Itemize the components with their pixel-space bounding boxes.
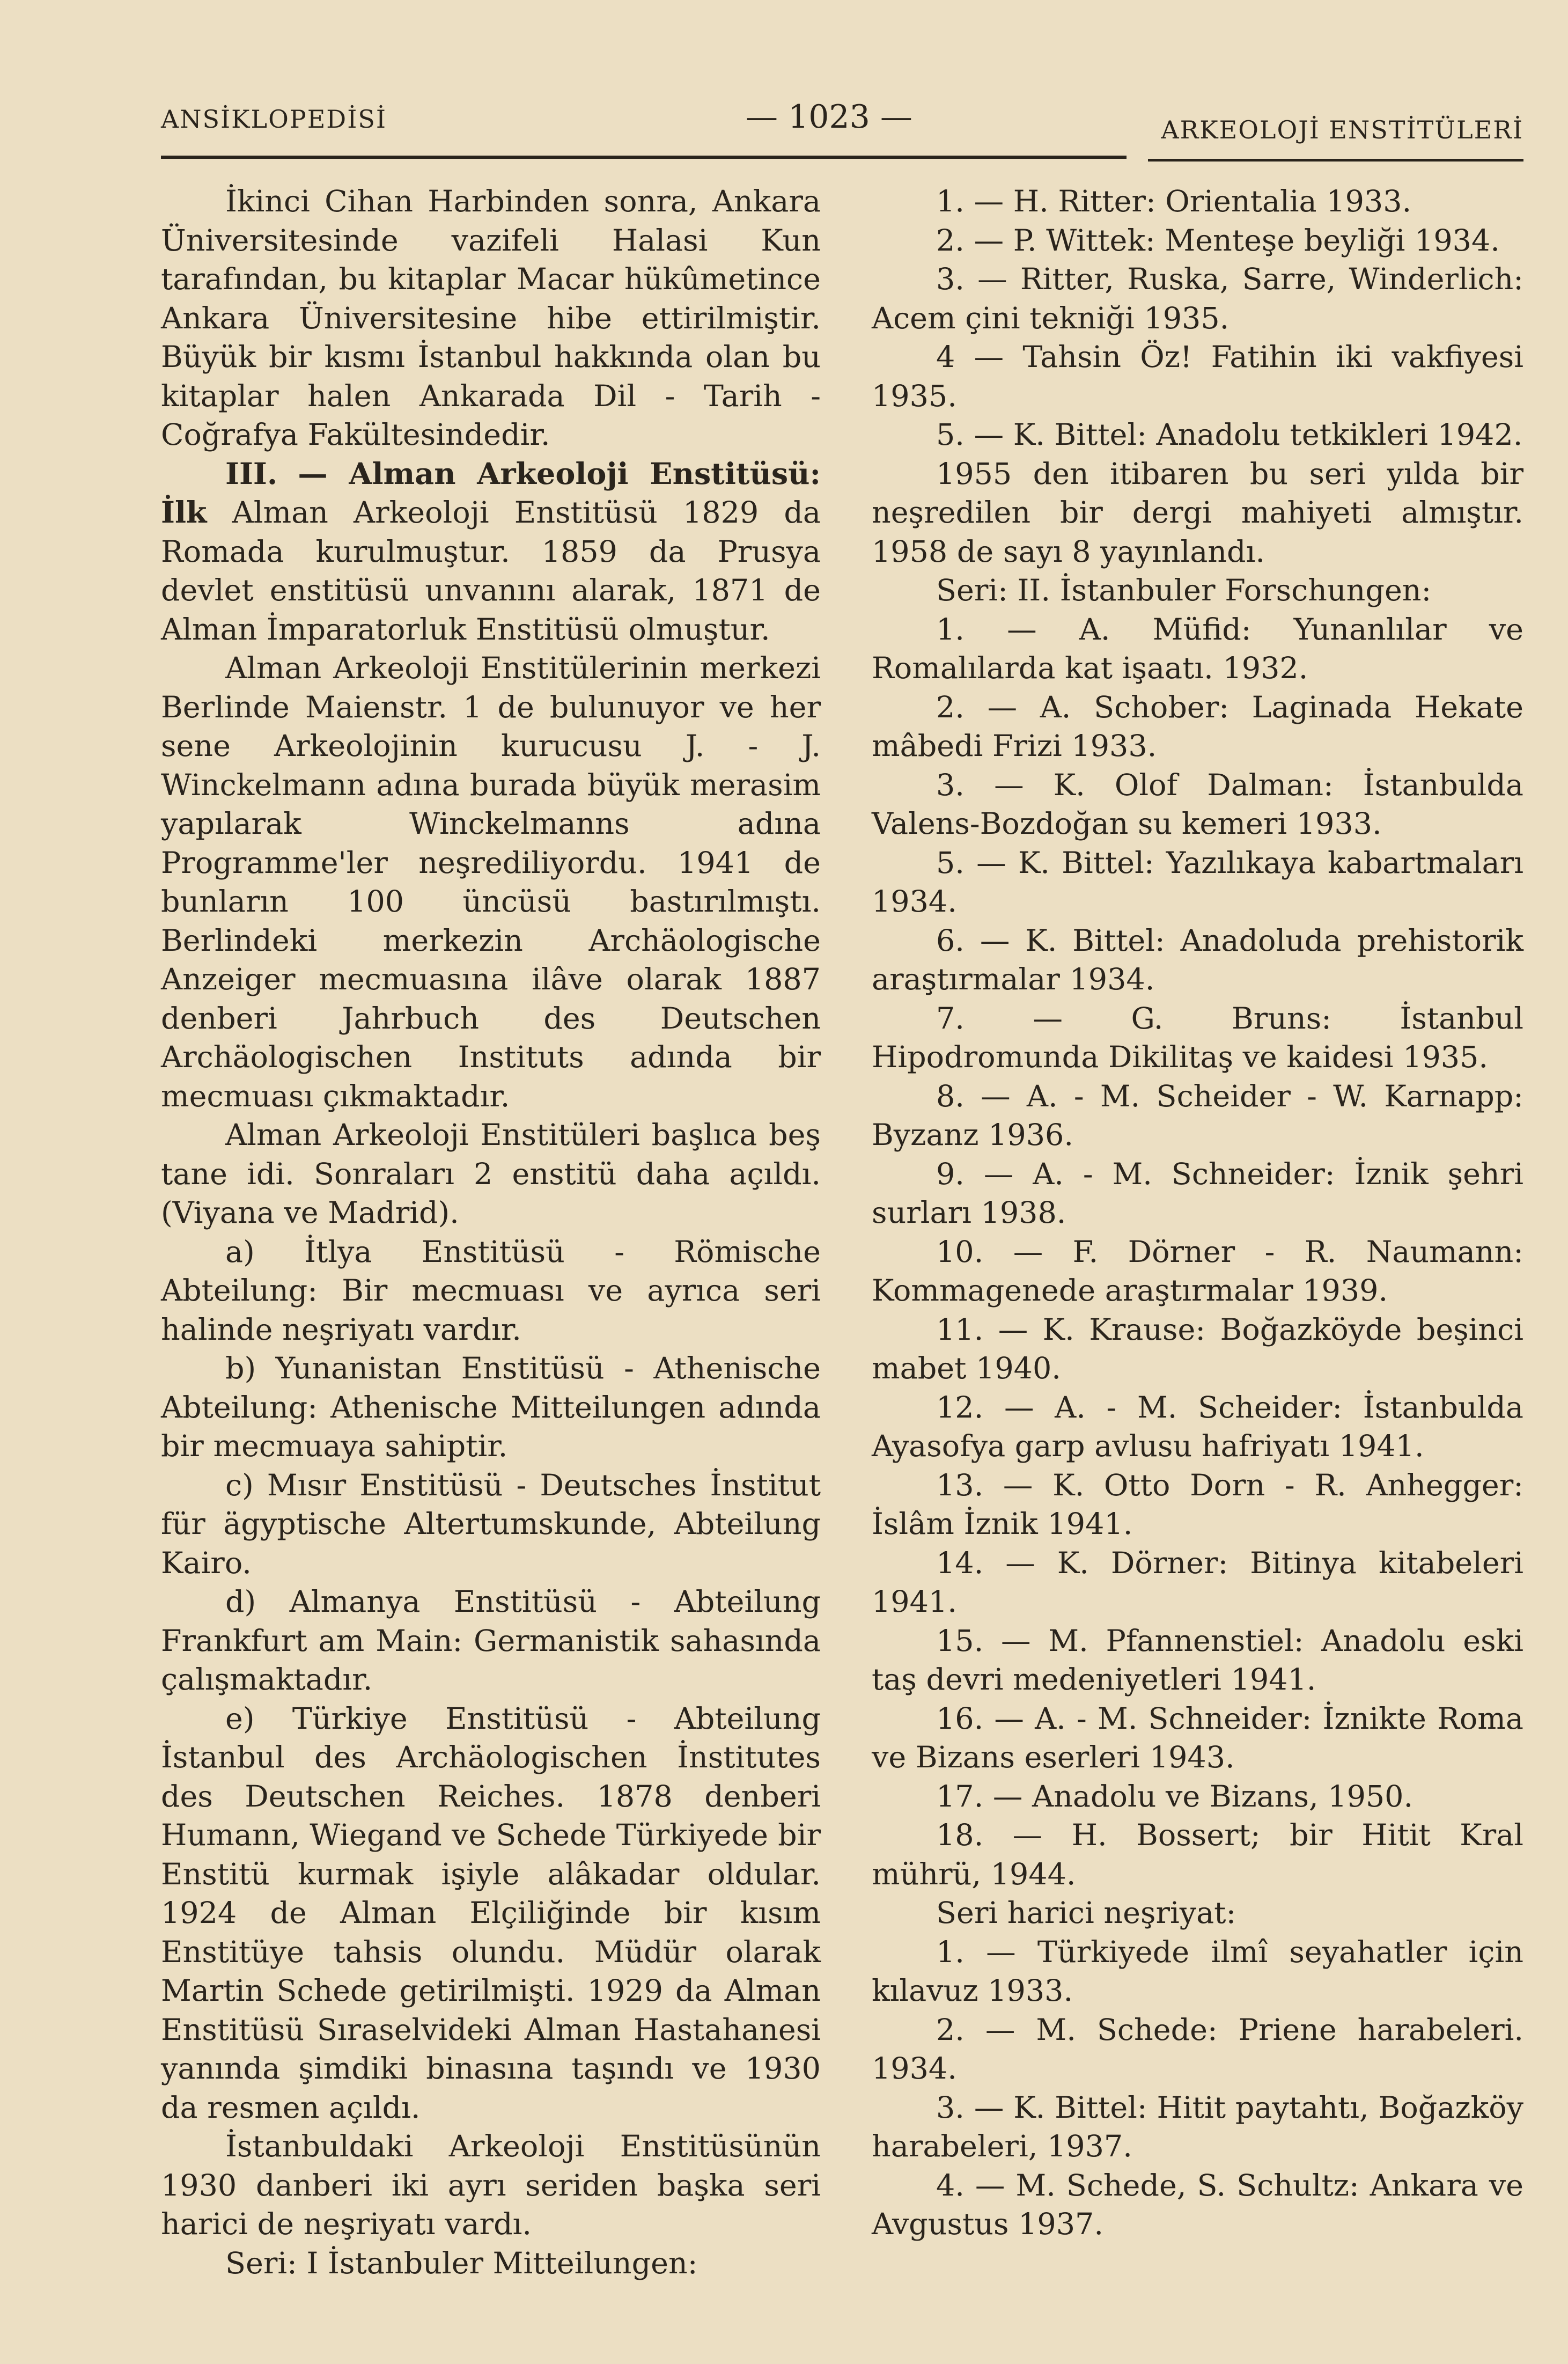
list-item: 1. — Türkiyede ilmî seyahatler için kılavuz 1933. — [872, 1934, 1523, 2008]
header-rule-right — [1148, 159, 1523, 161]
list-item: 9. — A. - M. Schneider: İznik şehri surları 1938. — [872, 1156, 1523, 1230]
section-title: — Alman Arkeoloji Enstitüsü: — [298, 456, 821, 491]
series-heading: Seri: I İstanbuler Mitteilungen: — [225, 2245, 698, 2281]
list-item: 2. — M. Schede: Priene harabeleri. 1934. — [872, 2012, 1523, 2086]
header-left: ANSİKLOPEDİSİ — [161, 105, 387, 134]
left-column — [161, 182, 821, 2283]
list-item: 16. — A. - M. Schneider: İznikte Roma ve Bizans eserleri 1943. — [872, 1701, 1523, 1775]
list-item: 14. — K. Dörner: Bitinya kitabeleri 1941. — [872, 1545, 1523, 1619]
list-item: 4. — M. Schede, S. Schultz: Ankara ve Avgustus 1937. — [872, 2168, 1523, 2242]
list-item: 1. — H. Ritter: Orientalia 1933. — [936, 184, 1412, 219]
list-item: Seri harici neşriyat: — [936, 1896, 1236, 1930]
list-item: 18. — H. Bossert; bir Hitit Kral mührü, 1944. — [872, 1818, 1523, 1892]
list-item: 7. — G. Bruns: İstanbul Hipodromunda Dikilitaş ve kaidesi 1935. — [872, 1001, 1523, 1075]
paragraph: İkinci Cihan Harbinden sonra, Ankara Üniversitesinde vazifeli Halasi Kun tarafından, bu kitaplar Macar hükûmetince Ankara Üniversitesine hibe ettirilmiştir. Büyük bir kısmı İstanbul hakkında olan bu kitaplar halen Ankarada Dil - Tarih - Coğrafya Fakültesindedir. — [161, 184, 821, 452]
header-rule-left — [161, 156, 1127, 159]
list-item: Seri: II. İstanbuler Forschungen: — [936, 573, 1432, 608]
list-item: 15. — M. Pfannenstiel: Anadolu eski taş devri medeniyetleri 1941. — [872, 1623, 1523, 1697]
list-item: 11. — K. Krause: Boğazköyde beşinci mabet 1940. — [872, 1312, 1523, 1386]
list-item: 5. — K. Bittel: Anadolu tetkikleri 1942. — [936, 417, 1523, 452]
section-number: III. — [225, 456, 278, 491]
list-item: 5. — K. Bittel: Yazılıkaya kabartmaları 1934. — [872, 845, 1523, 919]
header-right: ARKEOLOJİ ENSTİTÜLERİ — [1161, 115, 1523, 144]
list-item: 2. — P. Wittek: Menteşe beyliği 1934. — [936, 223, 1500, 258]
paragraph: Alman Arkeoloji Enstitülerinin merkezi Berlinde Maienstr. 1 de bulunuyor ve her sene Arkeolojinin kurucusu J. - J. Winckelmann adına burada büyük merasim yapılarak Winckelmanns adına Programme'ler neşrediliyordu. 1941 de bunların 100 üncüsü bastırılmıştı. Berlindeki merkezin Archäologische Anzeiger mecmuasına ilâve olarak 1887 denberi Jahrbuch des Deutschen Archäologischen Instituts adında bir mecmuası çıkmaktadır. — [161, 651, 821, 1114]
list-item: a) İtlya Enstitüsü - Römische Abteilung: Bir mecmuası ve ayrıca seri halinde neşriyatı vardır. — [161, 1234, 821, 1347]
list-item: e) Türkiye Enstitüsü - Abteilung İstanbul des Archäologischen İnstitutes des Deutschen Reiches. 1878 denberi Humann, Wiegand ve Schede Türkiyede bir Enstitü kurmak işiyle alâkadar oldular. 1924 de Alman Elçiliğinde bir kısım Enstitüye tahsis olundu. Müdür olarak Martin Schede getirilmişti. 1929 da Alman Enstitüsü Sıraselvideki Alman Hastahanesi yanında şimdiki binasına taşındı ve 1930 da resmen açıldı. — [161, 1701, 821, 2125]
section-heading-paragraph — [161, 455, 821, 650]
list-item: 10. — F. Dörner - R. Naumann: Kommagenede araştırmalar 1939. — [872, 1234, 1523, 1308]
list-item: 1. — A. Müfid: Yunanlılar ve Romalılarda kat işaatı. 1932. — [872, 612, 1523, 686]
paragraph: İstanbuldaki Arkeoloji Enstitüsünün 1930 danberi iki ayrı seriden başka seri harici de neşriyatı vardı. — [161, 2129, 821, 2242]
list-item: 12. — A. - M. Scheider: İstanbulda Ayasofya garp avlusu hafriyatı 1941. — [872, 1390, 1523, 1464]
list-item: 3. — K. Olof Dalman: İstanbulda Valens-Bozdoğan su kemeri 1933. — [872, 767, 1523, 841]
list-item: b) Yunanistan Enstitüsü - Athenische Abteilung: Athenische Mitteilungen adında bir mecmuaya sahiptir. — [161, 1351, 821, 1464]
right-column — [872, 182, 1523, 2244]
list-item: 4 — Tahsin Öz! Fatihin iki vakfiyesi 1935. — [872, 340, 1523, 414]
list-item: 13. — K. Otto Dorn - R. Anhegger: İslâm İznik 1941. — [872, 1467, 1523, 1541]
list-item: c) Mısır Enstitüsü - Deutsches İnstitut für ägyptische Altertumskunde, Abteilung Kairo. — [161, 1467, 821, 1581]
list-item: 8. — A. - M. Scheider - W. Karnapp: Byzanz 1936. — [872, 1078, 1523, 1152]
list-item: 3. — Ritter, Ruska, Sarre, Winderlich: Acem çini tekniği 1935. — [872, 262, 1523, 336]
page-number: — 1023 — — [746, 98, 912, 136]
list-item: 2. — A. Schober: Laginada Hekate mâbedi Frizi 1933. — [872, 689, 1523, 763]
section-title-after: İlk — [161, 495, 207, 530]
list-item: 17. — Anadolu ve Bizans, 1950. — [936, 1779, 1414, 1814]
page-header — [161, 94, 1523, 148]
paragraph: Alman Arkeoloji Enstitüsü 1829 da Romada kurulmuştur. 1859 da Prusya devlet enstitüsü unvanını alarak, 1871 de Alman İmparatorluk Enstitüsü olmuştur. — [161, 495, 821, 647]
list-item: 1955 den itibaren bu seri yılda bir neşredilen bir dergi mahiyeti almıştır. 1958 de sayı 8 yayınlandı. — [872, 456, 1523, 569]
list-item: 3. — K. Bittel: Hitit paytahtı, Boğazköy harabeleri, 1937. — [872, 2090, 1523, 2164]
list-item: 6. — K. Bittel: Anadoluda prehistorik araştırmalar 1934. — [872, 923, 1523, 997]
list-item: d) Almanya Enstitüsü - Abteilung Frankfurt am Main: Germanistik sahasında çalışmaktadır. — [161, 1584, 821, 1697]
paragraph: Alman Arkeoloji Enstitüleri başlıca beş tane idi. Sonraları 2 enstitü daha açıldı. (Viyana ve Madrid). — [161, 1118, 821, 1230]
